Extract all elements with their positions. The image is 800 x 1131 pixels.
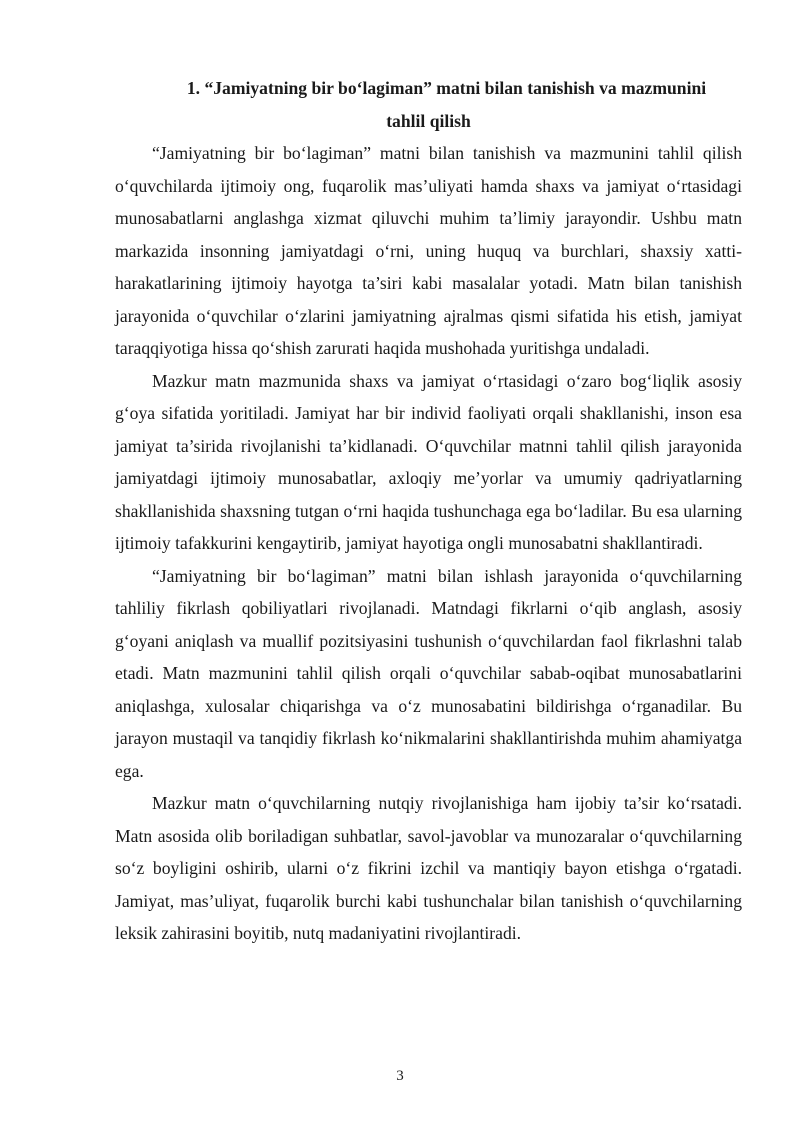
- body-paragraph-2: Mazkur matn mazmunida shaxs va jamiyat o‘rtasidagi o‘zaro bog‘liqlik asosiy g‘oya sifatida yoritiladi. Jamiyat har bir individ faoliyati orqali shakllanishi, inson esa jamiyat ta’sirida rivojlanishi ta’kidlanadi. O‘quvchilar matnni tahlil qilish jarayonida jamiyatdagi ijtimoiy munosabatlar, axloqiy me’yorlar va umumiy qadriyatlarning shakllanishida shaxsning tutgan o‘rni haqida tushunchaga ega bo‘ladilar. Bu esa ularning ijtimoiy tafakkurini kengaytirib, jamiyat hayotiga ongli munosabatni shakllantiradi.: [115, 370, 742, 553]
- section-heading: [115, 72, 742, 137]
- section-title-part1: “Jamiyatning bir bo‘lagiman” matni bilan tanishish va mazmunini: [204, 78, 707, 98]
- section-number: 1.: [186, 78, 201, 98]
- section-heading-line1: [115, 72, 742, 105]
- document-page: [115, 72, 742, 950]
- section-title-part2: tahlil qilish: [386, 110, 471, 131]
- body-paragraph-1: “Jamiyatning bir bo‘lagiman” matni bilan tanishish va mazmunini tahlil qilish o‘quvchilarda ijtimoiy ong, fuqarolik mas’uliyati hamda shaxs va jamiyat o‘rtasidagi munosabatlarni anglashga xizmat qiluvchi muhim ta’limiy jarayondir. Ushbu matn markazida insonning jamiyatdagi o‘rni, uning huquq va burchlari, shaxsiy xatti-harakatlarining ijtimoiy hayotga ta’siri kabi masalalar yotadi. Matn bilan tanishish jarayonida o‘quvchilar o‘zlarini jamiyatning ajralmas qismi sifatida his etish, jamiyat taraqqiyotiga hissa qo‘shish zarurati haqida mushohada yuritishga undaladi.: [115, 143, 742, 358]
- page-number: 3: [396, 1068, 404, 1084]
- body-paragraph-3: “Jamiyatning bir bo‘lagiman” matni bilan ishlash jarayonida o‘quvchilarning tahliliy fikrlash qobiliyatlari rivojlanadi. Matndagi fikrlarni o‘qib anglash, asosiy g‘oyani aniqlash va muallif pozitsiyasini tushunish o‘quvchilardan faol fikrlashni talab etadi. Matn mazmunini tahlil qilish orqali o‘quvchilar sabab-oqibat munosabatlarini aniqlashga, xulosalar chiqarishga va o‘z munosabatini bildirishga o‘rganadilar. Bu jarayon mustaqil va tanqidiy fikrlash ko‘nikmalarini shakllantirishda muhim ahamiyatga ega.: [115, 565, 742, 781]
- body-paragraph-4: Mazkur matn o‘quvchilarning nutqiy rivojlanishiga ham ijobiy ta’sir ko‘rsatadi. Matn asosida olib boriladigan suhbatlar, savol-javoblar va munozaralar o‘quvchilarning so‘z boyligini oshirib, ularni o‘z fikrini izchil va mantiqiy bayon etishga o‘rgatadi. Jamiyat, mas’uliyat, fuqarolik burchi kabi tushunchalar bilan tanishish o‘quvchilarning leksik zahirasini boyitib, nutq madaniyatini rivojlantiradi.: [115, 793, 742, 943]
